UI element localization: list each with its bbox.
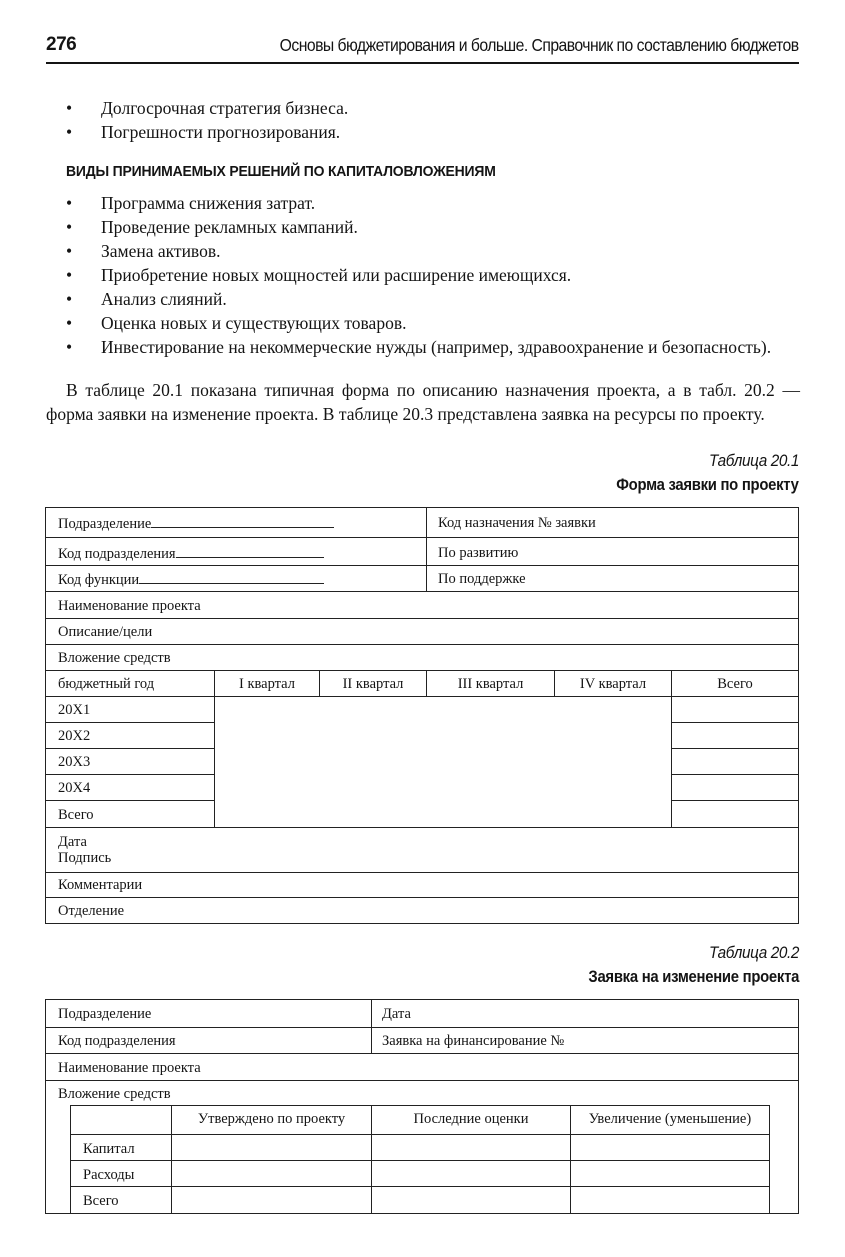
year-row-label: 20X2 xyxy=(58,728,91,744)
comments-label: Комментарии xyxy=(58,877,143,893)
development-label: По развитию xyxy=(438,545,519,561)
section-heading: ВИДЫ ПРИНИМАЕМЫХ РЕШЕНИЙ ПО КАПИТАЛОВЛОЖЕНИЯМ xyxy=(66,163,496,180)
column-header: II квартал xyxy=(342,676,404,692)
list-item: • Проведение рекламных кампаний. xyxy=(66,217,358,237)
description-label: Описание/цели xyxy=(58,624,153,640)
assignment-code-label: Код назначения № заявки xyxy=(438,515,596,531)
support-label: По поддержке xyxy=(438,571,526,587)
row-label: Расходы xyxy=(83,1167,135,1183)
division-label: Подразделение xyxy=(58,515,334,532)
column-header: Последние оценки xyxy=(413,1111,529,1127)
list-item: • Долгосрочная стратегия бизнеса. xyxy=(66,98,349,118)
table1-caption-title: Форма заявки по проекту xyxy=(616,476,799,494)
column-header: III квартал xyxy=(457,676,524,692)
column-header: Утверждено по проекту xyxy=(197,1111,346,1127)
page-header xyxy=(46,30,799,64)
column-header: Всего xyxy=(717,676,753,692)
date-label: Дата xyxy=(58,834,87,850)
division-code-label: Код подразделения xyxy=(58,1033,176,1049)
list-item: • Инвестирование на некоммерческие нужды (например, здравоохранение и безопасность). xyxy=(66,337,772,357)
list-item: • Анализ слияний. xyxy=(66,289,227,309)
signature-label: Подпись xyxy=(58,850,112,866)
body-paragraph: В таблице 20.1 показана типичная форма по описанию назначения проекта, а в табл. 20.2 — форма заявки на изменение проекта. В таблице 20.3 представлена заявка на ресурсы по проекту. xyxy=(46,380,800,424)
year-row-label: 20X3 xyxy=(58,754,91,770)
division-label: Подразделение xyxy=(58,1006,152,1022)
department-label: Отделение xyxy=(58,903,125,919)
page-number: 276 xyxy=(46,34,77,55)
list-item: • Оценка новых и существующих товаров. xyxy=(66,313,407,333)
table1-caption-number: Таблица 20.1 xyxy=(708,451,799,470)
table2-caption-title: Заявка на изменение проекта xyxy=(588,968,799,986)
row-label: Капитал xyxy=(83,1141,135,1157)
table2-caption-number: Таблица 20.2 xyxy=(708,943,799,962)
year-row-label: 20X1 xyxy=(58,702,91,718)
investment-label: Вложение средств xyxy=(58,1086,171,1102)
column-header: бюджетный год xyxy=(58,676,155,692)
list-item: • Приобретение новых мощностей или расширение имеющихся. xyxy=(66,265,572,285)
list-item: • Программа снижения затрат. xyxy=(66,193,316,213)
project-change-request-table xyxy=(45,999,799,1214)
function-code-label: Код функции xyxy=(58,571,324,588)
column-header: Увеличение (уменьшение) xyxy=(588,1111,752,1127)
row-label: Всего xyxy=(83,1193,119,1209)
running-title: Основы бюджетирования и больше. Справочник по составлению бюджетов xyxy=(280,35,799,55)
financing-request-label: Заявка на финансирование № xyxy=(382,1033,565,1049)
date-label: Дата xyxy=(382,1006,411,1022)
project-request-form-table xyxy=(45,507,799,924)
year-row-label: 20X4 xyxy=(58,780,91,796)
division-code-label: Код подразделения xyxy=(58,545,324,562)
total-row-label: Всего xyxy=(58,807,94,823)
column-header: IV квартал xyxy=(579,676,647,692)
project-name-label: Наименование проекта xyxy=(58,598,201,614)
list-item: • Погрешности прогнозирования. xyxy=(66,122,341,142)
project-name-label: Наименование проекта xyxy=(58,1060,201,1076)
bullet-list-decisions xyxy=(46,191,800,359)
bullet-list-strategy xyxy=(46,96,800,144)
column-header: I квартал xyxy=(239,676,295,692)
list-item: • Замена активов. xyxy=(66,241,221,261)
investment-label: Вложение средств xyxy=(58,650,171,666)
